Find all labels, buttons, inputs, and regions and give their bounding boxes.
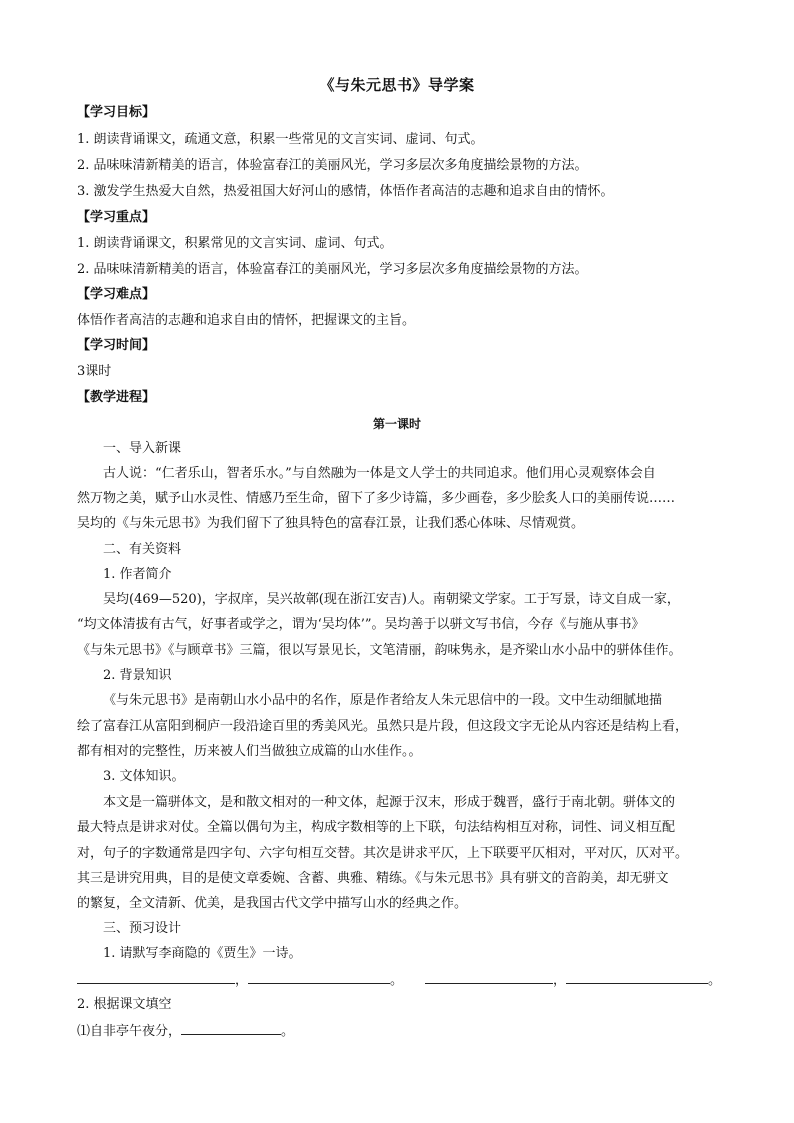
question-prompt: ⑴自非亭午夜分， — [77, 1024, 182, 1039]
paragraph-line: 都有相对的完整性，历来被人们当做独立成篇的山水佳作。。 — [77, 744, 422, 759]
paragraph-line: 其三是讲究用典，目的是使文章委婉、含蓄、典雅、精练。《与朱元思书》具有骈文的音韵美，却无骈文 — [77, 871, 669, 886]
lesson-heading: 第一课时 — [372, 417, 421, 431]
period-mark: 。 — [281, 1024, 295, 1039]
answer-blank[interactable] — [181, 1021, 281, 1035]
period-mark: 。 — [390, 973, 404, 988]
section-heading: 一、导入新课 — [103, 441, 182, 456]
paragraph-line: 《与朱元思书》《与顾章书》三篇，很以写景见长，文笔清丽，韵味隽永，是齐梁山水小品中的骈体佳作。 — [77, 643, 682, 658]
goals-heading: 【学习目标】 — [77, 105, 156, 120]
page-title: 《与朱元思书》导学案 — [319, 76, 475, 94]
period-mark: 。 — [708, 973, 722, 988]
key-heading: 【学习重点】 — [77, 210, 156, 225]
answer-blank[interactable] — [77, 970, 235, 984]
section-heading: 二、有关资料 — [103, 542, 182, 557]
difficulty-text: 体悟作者高洁的志趣和追求自由的情怀，把握课文的主旨。 — [77, 313, 416, 328]
fill-in-row — [77, 1021, 727, 1041]
paragraph-line: 古人说：“仁者乐山，智者乐水。”与自然融为一体是文人学士的共同追求。他们用心灵观察体会自 — [103, 466, 656, 481]
subsection-heading: 2. 背景知识 — [103, 668, 172, 683]
answer-blank[interactable] — [425, 970, 553, 984]
key-item: 1. 朗读背诵课文，积累常见的文言实词、虚词、句式。 — [77, 236, 393, 251]
paragraph-line: 最大特点是讲求对仗。全篇以偶句为主，构成字数相等的上下联，句法结构相互对称，词性、词义相互配 — [77, 820, 676, 835]
goal-item: 3. 激发学生热爱大自然，热爱祖国大好河山的感情，体悟作者高洁的志趣和追求自由的情怀。 — [77, 184, 614, 199]
question: 2. 根据课文填空 — [77, 997, 172, 1012]
time-heading: 【学习时间】 — [77, 338, 156, 353]
time-text: 3课时 — [77, 364, 112, 379]
subsection-heading: 3. 文体知识。 — [103, 769, 185, 784]
paragraph-line: 的繁复，全文清新、优美，是我国古代文学中描写山水的经典之作。 — [77, 896, 468, 911]
goal-item: 2. 品味味清新精美的语言，体验富春江的美丽风光，学习多层次多角度描绘景物的方法。 — [77, 158, 588, 173]
paragraph-line: 本文是一篇骈体文，是和散文相对的一种文体，起源于汉末，形成于魏晋，盛行于南北朝。骈体文的 — [103, 795, 676, 810]
process-heading: 【教学进程】 — [77, 390, 156, 405]
paragraph-line: 对，句子的字数通常是四字句、六字句相互交替。其次是讲求平仄，上下联要平仄相对，平对仄，仄对平。 — [77, 846, 689, 861]
key-item: 2. 品味味清新精美的语言，体验富春江的美丽风光，学习多层次多角度描绘景物的方法。 — [77, 262, 588, 277]
question: 1. 请默写李商隐的《贾生》一诗。 — [103, 946, 302, 961]
difficulty-heading: 【学习难点】 — [77, 287, 156, 302]
goal-item: 1. 朗读背诵课文，疏通文意，积累一些常见的文言实词、虚词、句式。 — [77, 132, 484, 147]
answer-blank[interactable] — [248, 970, 390, 984]
paragraph-line: 吴均的《与朱元思书》为我们留下了独具特色的富春江景，让我们悉心体味、尽情观赏。 — [77, 516, 585, 531]
comma-mark: ， — [235, 973, 249, 988]
paragraph-line: 吴均(469—520)，字叔庠，吴兴故鄣(现在浙江安吉)人。南朝梁文学家。工于写景，诗文自成一家， — [103, 592, 680, 607]
paragraph-line: 然万物之美，赋予山水灵性、情感乃至生命，留下了多少诗篇，多少画卷，多少脍炙人口的美丽传说…… — [77, 491, 676, 506]
paragraph-line: 《与朱元思书》是南朝山水小品中的名作，原是作者给友人朱元思信中的一段。文中生动细腻地描 — [103, 693, 663, 708]
section-heading: 三、预习设计 — [103, 921, 182, 936]
subsection-heading: 1. 作者简介 — [103, 567, 172, 582]
answer-blank[interactable] — [566, 970, 708, 984]
paragraph-line: 绘了富春江从富阳到桐庐一段沿途百里的秀美风光。虽然只是片段，但这段文字无论从内容还是结构上看， — [77, 719, 689, 734]
comma-mark: ， — [553, 973, 567, 988]
fill-in-row — [77, 970, 727, 990]
paragraph-line: “均文体清拔有古气，好事者或学之，谓为‘吴均体’”。吴均善于以骈文写书信，今存《与施从事书》 — [77, 617, 645, 632]
